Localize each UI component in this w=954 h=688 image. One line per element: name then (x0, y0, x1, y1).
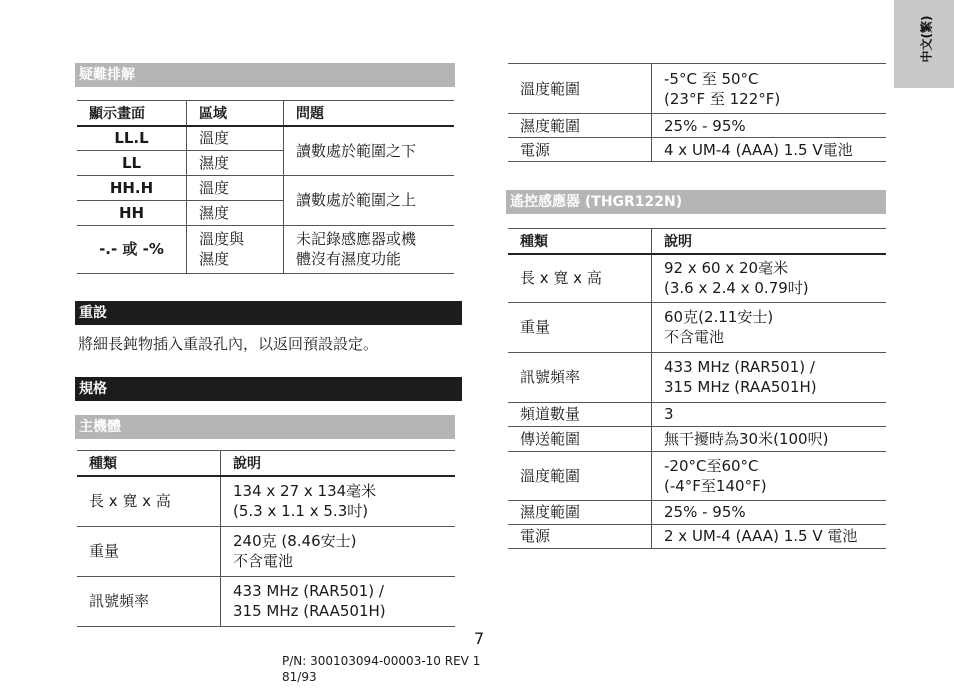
col-display: 顯示畫面 (77, 101, 187, 127)
table-row (77, 526, 455, 576)
table-row (77, 576, 455, 626)
table-row (508, 426, 886, 451)
troubleshooting-heading: 疑難排解 (75, 63, 455, 87)
col-area: 區域 (187, 101, 284, 127)
table-row (508, 64, 886, 114)
desc-cell: 240克 (8.46安士) 不含電池 (221, 526, 456, 576)
type-cell: 傳送範圍 (508, 426, 652, 451)
display-cell: HH (77, 200, 187, 225)
type-cell: 溫度範圍 (508, 451, 652, 500)
type-cell: 訊號頻率 (77, 576, 221, 626)
col-desc: 說明 (221, 451, 456, 477)
table-row (508, 114, 886, 138)
language-tab (894, 0, 954, 88)
main-unit-heading: 主機體 (75, 415, 455, 439)
type-cell: 訊號頻率 (508, 352, 652, 402)
type-cell: 濕度範圍 (508, 114, 652, 138)
type-cell: 重量 (508, 302, 652, 352)
table-row (508, 500, 886, 524)
desc-cell: 25% - 95% (652, 114, 887, 138)
type-cell: 電源 (508, 138, 652, 162)
display-cell: -.- 或 -% (77, 225, 187, 273)
table-row (508, 138, 886, 162)
table-row (508, 451, 886, 500)
table-row (508, 524, 886, 548)
table-row (77, 476, 455, 526)
display-cell: HH.H (77, 175, 187, 200)
reset-heading: 重設 (75, 301, 462, 325)
troubleshooting-table (77, 100, 454, 274)
type-cell: 濕度範圍 (508, 500, 652, 524)
language-tab-label: 中文(繁) (919, 15, 934, 63)
table-row (77, 225, 454, 273)
type-cell: 長 x 寬 x 高 (508, 254, 652, 302)
problem-cell: 讀數處於範圍之下 (284, 126, 455, 175)
area-cell: 溫度 (187, 126, 284, 150)
display-cell: LL.L (77, 126, 187, 150)
type-cell: 長 x 寬 x 高 (77, 476, 221, 526)
col-problem: 問題 (284, 101, 455, 127)
desc-cell: 3 (652, 402, 887, 426)
footer (282, 653, 480, 685)
main-unit-table (77, 450, 455, 627)
desc-cell: -5°C 至 50°C (23°F 至 122°F) (652, 64, 887, 114)
desc-cell: 2 x UM-4 (AAA) 1.5 V 電池 (652, 524, 887, 548)
problem-cell: 未記錄感應器或機 體沒有濕度功能 (284, 225, 455, 273)
area-cell: 溫度與 濕度 (187, 225, 284, 273)
table-row (77, 175, 454, 200)
table-row (508, 402, 886, 426)
desc-cell: -20°C至60°C (-4°F至140°F) (652, 451, 887, 500)
desc-cell: 433 MHz (RAR501) / 315 MHz (RAA501H) (221, 576, 456, 626)
desc-cell: 92 x 60 x 20毫米 (3.6 x 2.4 x 0.79吋) (652, 254, 887, 302)
reset-text: 將細長鈍物插入重設孔內，以返回預設設定。 (78, 335, 379, 353)
remote-heading: 遙控感應器 (THGR122N) (506, 190, 886, 214)
footer-page-count: 81/93 (282, 670, 317, 684)
type-cell: 重量 (77, 526, 221, 576)
area-cell: 溫度 (187, 175, 284, 200)
type-cell: 頻道數量 (508, 402, 652, 426)
display-cell: LL (77, 150, 187, 175)
desc-cell: 25% - 95% (652, 500, 887, 524)
desc-cell: 134 x 27 x 134毫米 (5.3 x 1.1 x 5.3吋) (221, 476, 456, 526)
main-unit-table-cont (508, 63, 886, 162)
footer-part-number: P/N: 300103094-00003-10 REV 1 (282, 654, 481, 668)
page-number: 7 (474, 629, 485, 648)
table-row (508, 352, 886, 402)
area-cell: 濕度 (187, 150, 284, 175)
type-cell: 溫度範圍 (508, 64, 652, 114)
table-row (508, 254, 886, 302)
table-row (77, 126, 454, 150)
table-row (508, 302, 886, 352)
desc-cell: 60克(2.11安士) 不含電池 (652, 302, 887, 352)
desc-cell: 4 x UM-4 (AAA) 1.5 V電池 (652, 138, 887, 162)
remote-table (508, 228, 886, 549)
area-cell: 濕度 (187, 200, 284, 225)
problem-cell: 讀數處於範圍之上 (284, 175, 455, 225)
type-cell: 電源 (508, 524, 652, 548)
col-desc: 說明 (652, 229, 887, 255)
specs-heading: 規格 (75, 377, 462, 401)
col-type: 種類 (508, 229, 652, 255)
desc-cell: 無干擾時為30米(100呎) (652, 426, 887, 451)
desc-cell: 433 MHz (RAR501) / 315 MHz (RAA501H) (652, 352, 887, 402)
col-type: 種類 (77, 451, 221, 477)
